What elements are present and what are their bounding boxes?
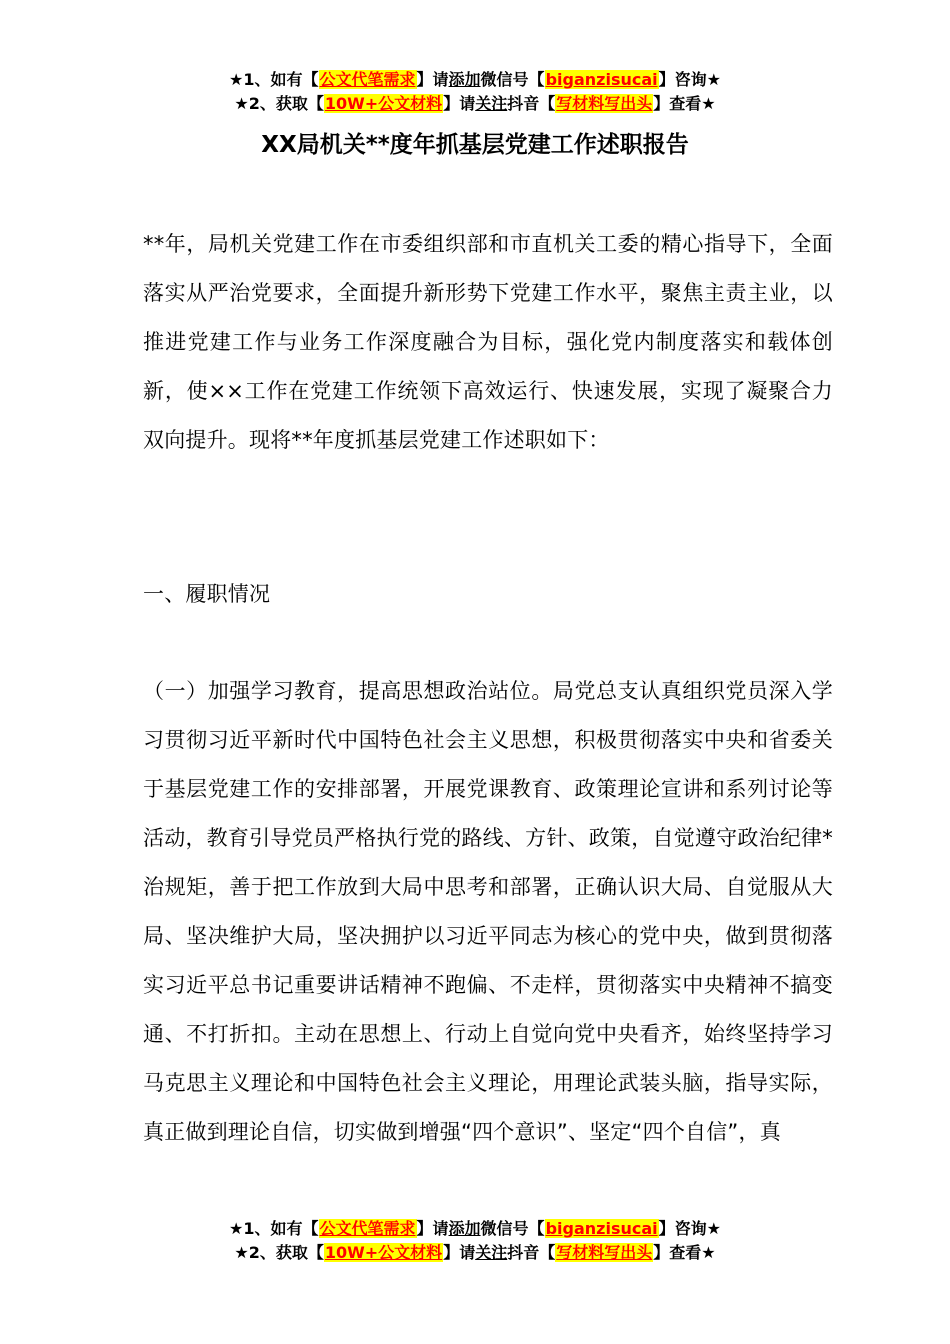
banner-text: 】咨询★ xyxy=(658,70,721,89)
banner-text: 】请 xyxy=(443,94,476,113)
banner-line-1 xyxy=(0,68,950,92)
banner-text: 】请 xyxy=(416,70,449,89)
banner-highlight: 10W+公文材料 xyxy=(324,94,443,113)
banner-highlight: 10W+公文材料 xyxy=(324,1243,443,1262)
banner-line-2 xyxy=(0,1241,950,1265)
banner-highlight: biganzisucai xyxy=(545,70,658,89)
footer-banner xyxy=(0,1217,950,1265)
banner-line-1 xyxy=(0,1217,950,1241)
banner-highlight: 公文代笔需求 xyxy=(319,1219,416,1238)
body-paragraph-text: （一）加强学习教育，提高思想政治站位。局党总支认真组织党员深入学习贯彻习近平新时代中国特色社会主义思想，积极贯彻落实中央和省委关于基层党建工作的安排部署，开展党课教育、政策理论宣讲和系列讨论等活动，教育引导党员严格执行党的路线、方针、政策，自觉遵守政治纪律*治规矩，善于把工作放到大局中思考和部署，正确认识大局、自觉服从大局、坚决维护大局，坚决拥护以习近平同志为核心的党中央，做到贯彻落实习近平总书记重要讲话精神不跑偏、不走样，贯彻落实中央精神不搞变通、不打折扣。主动在思想上、行动上自觉向党中央看齐，始终坚持学习马克思主义理论和中国特色社会主义理论，用理论武装头脑，指导实际，真正做到理论自信，切实做到增强“四个意识”、坚定“四个自信”，真 xyxy=(143,679,833,1144)
banner-text: 】请 xyxy=(443,1243,476,1262)
document-title: XX局机关**度年抓基层党建工作述职报告 xyxy=(261,132,689,158)
header-banner xyxy=(0,68,950,116)
banner-text: 抖音【 xyxy=(507,1243,556,1262)
intro-paragraph xyxy=(143,220,833,465)
banner-text: ★1、如有【 xyxy=(229,70,319,89)
banner-emphasis: 关注 xyxy=(475,1243,508,1262)
banner-text: 抖音【 xyxy=(507,94,556,113)
banner-highlight: 公文代笔需求 xyxy=(319,70,416,89)
banner-text: 】咨询★ xyxy=(658,1219,721,1238)
banner-highlight: biganzisucai xyxy=(545,1219,658,1238)
banner-text: 】请 xyxy=(416,1219,449,1238)
body-paragraph xyxy=(143,667,833,1157)
banner-text: 微信号【 xyxy=(480,70,545,89)
banner-text: ★2、获取【 xyxy=(234,94,324,113)
banner-emphasis: 添加 xyxy=(448,70,481,89)
banner-emphasis: 添加 xyxy=(448,1219,481,1238)
banner-emphasis: 关注 xyxy=(475,94,508,113)
section-heading-text: 一、履职情况 xyxy=(143,582,271,606)
banner-line-2 xyxy=(0,92,950,116)
section-heading xyxy=(143,570,833,619)
banner-highlight: 写材料写出头 xyxy=(556,94,653,113)
banner-text: 微信号【 xyxy=(480,1219,545,1238)
banner-text: ★1、如有【 xyxy=(229,1219,319,1238)
banner-text: ★2、获取【 xyxy=(234,1243,324,1262)
banner-text: 】查看★ xyxy=(653,94,716,113)
banner-highlight: 写材料写出头 xyxy=(556,1243,653,1262)
banner-text: 】查看★ xyxy=(653,1243,716,1262)
intro-text: **年，局机关党建工作在市委组织部和市直机关工委的精心指导下，全面落实从严治党要求，全面提升新形势下党建工作水平，聚焦主责主业，以推进党建工作与业务工作深度融合为目标，强化党内制度落实和载体创新，使××工作在党建工作统领下高效运行、快速发展，实现了凝聚合力双向提升。现将**年度抓基层党建工作述职如下： xyxy=(143,232,833,452)
